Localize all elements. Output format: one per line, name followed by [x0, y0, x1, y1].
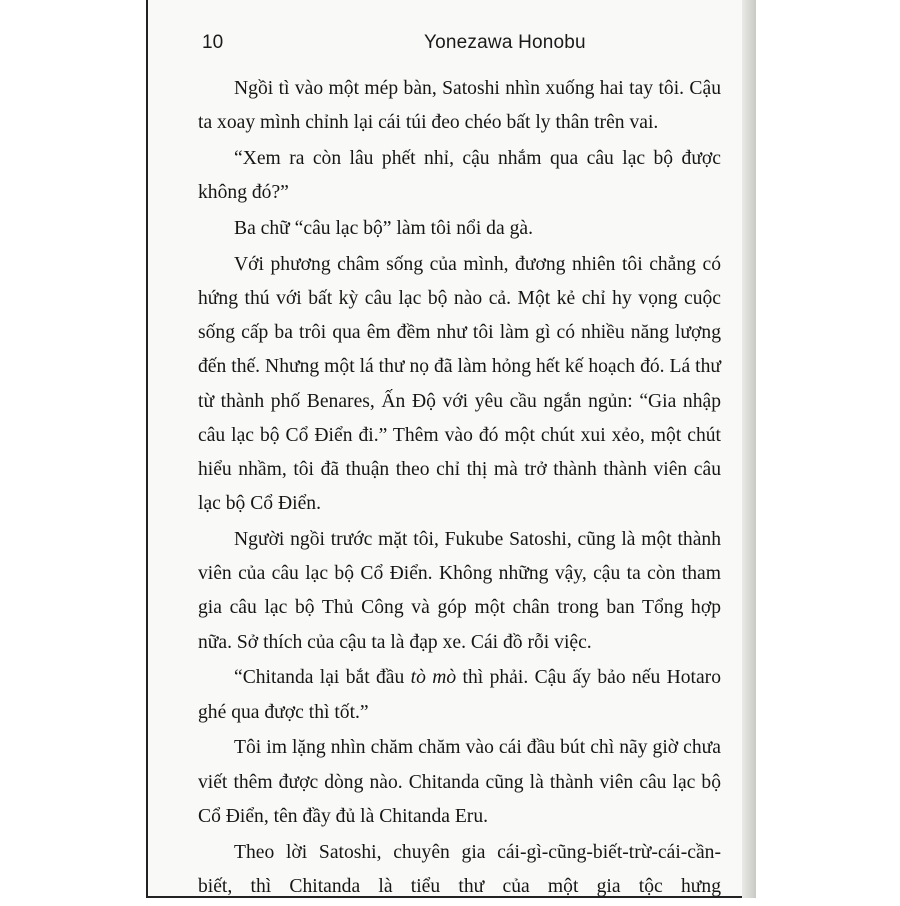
paragraph-6-end: thì phải. Cậu ấy bảo nếu Hotaro ghé qua được thì tốt.”	[198, 667, 722, 723]
page-edge-shadow	[742, 0, 756, 898]
page-header	[202, 32, 736, 56]
body-text	[198, 72, 721, 906]
paragraph-6-start: “Chitanda lại bắt đầu	[234, 667, 411, 689]
page-number: 10	[202, 32, 224, 53]
book-page	[146, 0, 756, 898]
paragraph-5: Người ngồi trước mặt tôi, Fukube Satoshi, cũng là một thành viên của câu lạc bộ Cổ Điển. Không những vậy, cậu ta còn tham gia câu lạc bộ Thủ Công và góp một chân trong ban Tổng hợp nữa. Sở thích của cậu ta là đạp xe. Cái đồ rỗi việc.	[198, 529, 721, 653]
paragraph-6	[198, 661, 721, 729]
running-head-author: Yonezawa Honobu	[424, 32, 586, 53]
paragraph-2: “Xem ra còn lâu phết nhỉ, cậu nhắm qua câu lạc bộ được không đó?”	[198, 148, 721, 204]
paragraph-6-italic: tò mò	[410, 667, 457, 689]
paragraph-1: Ngồi tì vào một mép bàn, Satoshi nhìn xuống hai tay tôi. Cậu ta xoay mình chỉnh lại cái túi đeo chéo bất ly thân trên vai.	[198, 78, 721, 134]
paragraph-8: Theo lời Satoshi, chuyên gia cái-gì-cũng-biết-trừ-cái-cần-biết, thì Chitanda là tiểu thư của một gia tộc hưng	[198, 841, 721, 897]
paragraph-4: Với phương châm sống của mình, đương nhiên tôi chẳng có hứng thú với bất kỳ câu lạc bộ nào cả. Một kẻ chỉ hy vọng cuộc sống cấp ba trôi qua êm đềm như tôi làm gì có nhiều năng lượng đến thế. Nhưng một lá thư nọ đã làm hỏng hết kế hoạch đó. Lá thư từ thành phố Benares, Ấn Độ với yêu cầu ngắn ngủn: “Gia nhập câu lạc bộ Cổ Điển đi.” Thêm vào đó một chút xui xẻo, một chút hiểu nhầm, tôi đã thuận theo chỉ thị mà trở thành thành viên câu lạc bộ Cổ Điển.	[198, 253, 721, 515]
paragraph-7: Tôi im lặng nhìn chăm chăm vào cái đầu bút chì nãy giờ chưa viết thêm được dòng nào. Chitanda cũng là thành viên câu lạc bộ Cổ Điển, tên đầy đủ là Chitanda Eru.	[198, 737, 721, 827]
paragraph-3: Ba chữ “câu lạc bộ” làm tôi nổi da gà.	[234, 218, 533, 239]
